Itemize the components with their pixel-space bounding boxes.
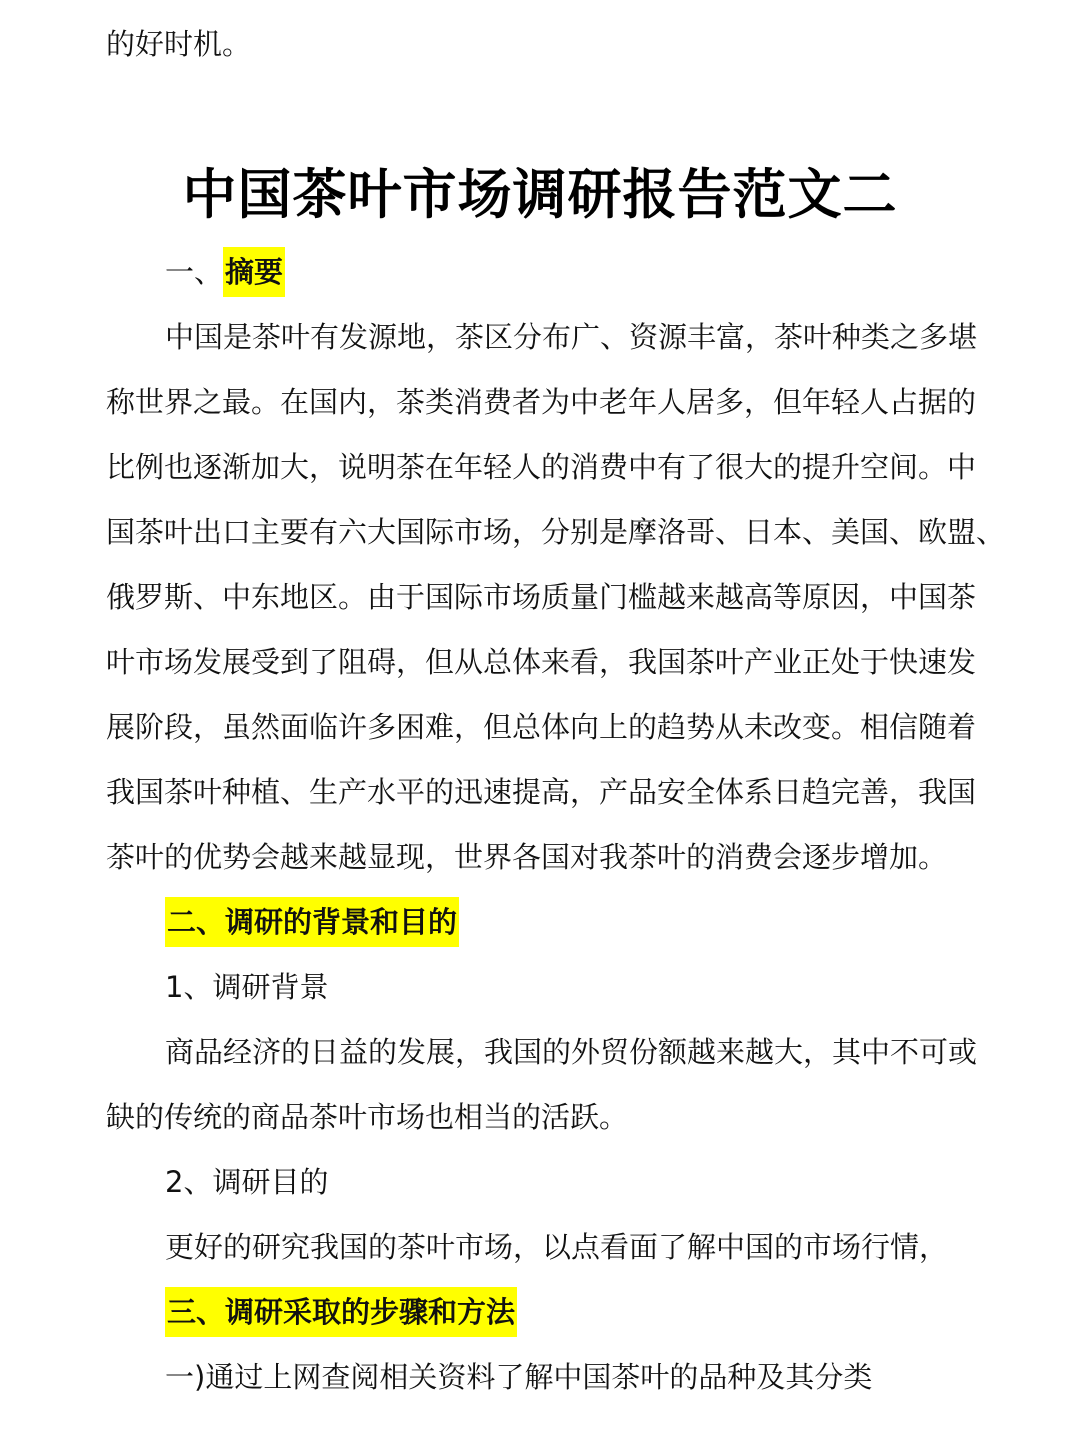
page-title: 中国茶叶市场调研报告范文二 bbox=[182, 163, 898, 226]
section-heading-background bbox=[165, 902, 459, 942]
section-number: 一、 bbox=[165, 255, 224, 289]
highlighted-heading: 摘要 bbox=[223, 247, 285, 297]
subheading: 2、调研目的 bbox=[165, 1165, 329, 1199]
paragraph-line: 茶叶的优势会越来越显现，世界各国对我茶叶的消费会逐步增加。 bbox=[106, 840, 948, 874]
paragraph-line: 一)通过上网查阅相关资料了解中国茶叶的品种及其分类 bbox=[165, 1360, 873, 1394]
section-heading-abstract bbox=[165, 252, 285, 292]
paragraph-line: 比例也逐渐加大，说明茶在年轻人的消费中有了很大的提升空间。中 bbox=[106, 450, 977, 484]
highlighted-heading: 二、调研的背景和目的 bbox=[165, 897, 459, 947]
paragraph-line: 商品经济的日益的发展，我国的外贸份额越来越大，其中不可或 bbox=[165, 1035, 978, 1069]
paragraph-line: 展阶段，虽然面临许多困难，但总体向上的趋势从未改变。相信随着 bbox=[106, 710, 977, 744]
paragraph-line: 缺的传统的商品茶叶市场也相当的活跃。 bbox=[106, 1100, 629, 1134]
section-heading-methods bbox=[165, 1292, 517, 1332]
paragraph-line: 俄罗斯、中东地区。由于国际市场质量门槛越来越高等原因，中国茶 bbox=[106, 580, 977, 614]
paragraph-line: 我国茶叶种植、生产水平的迅速提高，产品安全体系日趋完善，我国 bbox=[106, 775, 977, 809]
subheading: 1、调研背景 bbox=[165, 970, 329, 1004]
highlighted-heading: 三、调研采取的步骤和方法 bbox=[165, 1287, 517, 1337]
paragraph-line: 的好时机。 bbox=[106, 27, 252, 61]
paragraph-line: 国茶叶出口主要有六大国际市场，分别是摩洛哥、日本、美国、欧盟、 bbox=[106, 515, 1006, 549]
paragraph-line: 叶市场发展受到了阻碍，但从总体来看，我国茶叶产业正处于快速发 bbox=[106, 645, 977, 679]
paragraph-line: 称世界之最。在国内，茶类消费者为中老年人居多，但年轻人占据的 bbox=[106, 385, 977, 419]
paragraph-line: 更好的研究我国的茶叶市场，以点看面了解中国的市场行情， bbox=[165, 1230, 949, 1264]
paragraph-line: 中国是茶叶有发源地，茶区分布广、资源丰富，茶叶种类之多堪 bbox=[165, 320, 978, 354]
